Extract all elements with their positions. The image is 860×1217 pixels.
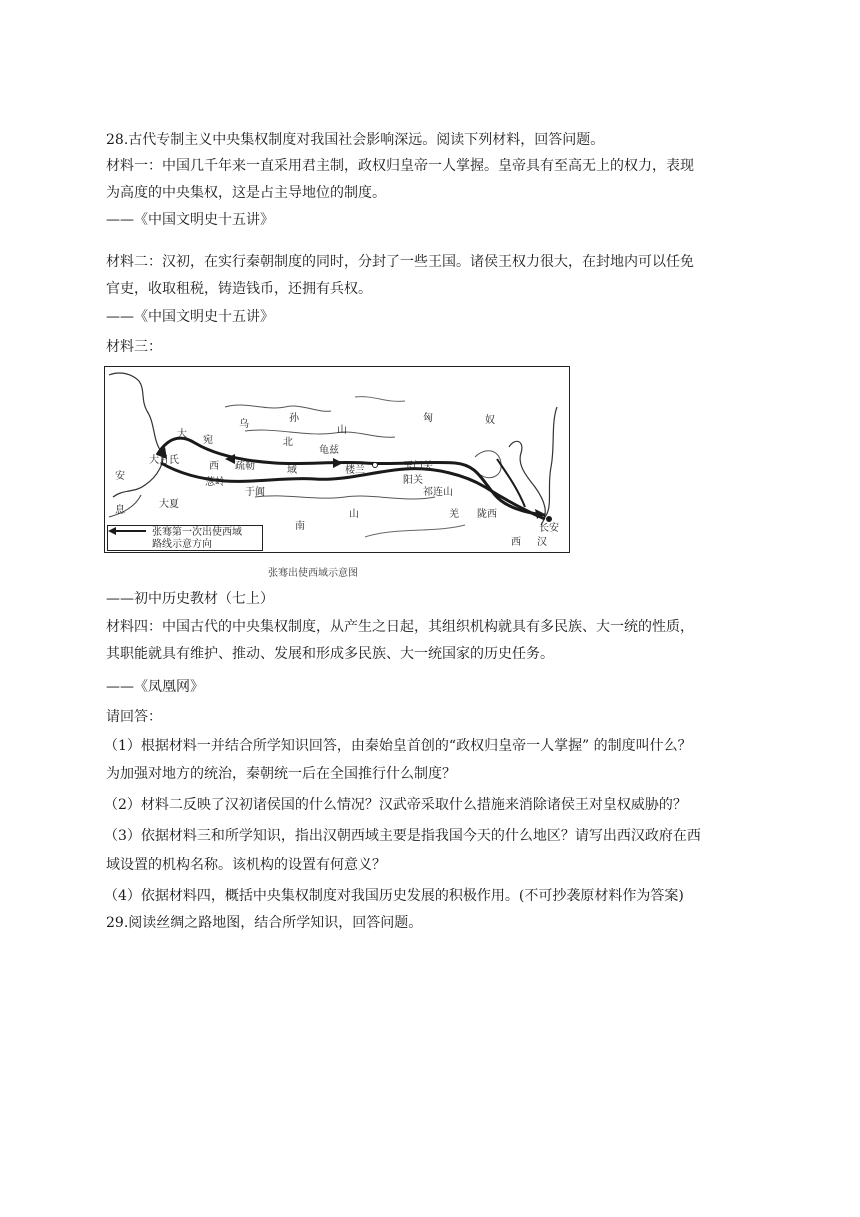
zhang-qian-route-map bbox=[104, 366, 570, 553]
map-label-qilianshan: 祁连山 bbox=[423, 487, 453, 498]
sub-question-3-line-1: （3）依据材料三和所学知识，指出汉朝西域主要是指我国今天的什么地区？请写出西汉政府在西 bbox=[104, 828, 701, 844]
map-label-xiongnu-2: 奴 bbox=[485, 415, 495, 426]
material-3-source: ——初中历史教材（七上） bbox=[106, 591, 274, 607]
coast-segment bbox=[109, 495, 141, 517]
map-label-sun: 孙 bbox=[289, 413, 299, 424]
map-label-dawan-2: 宛 bbox=[203, 435, 213, 446]
map-legend bbox=[107, 525, 263, 551]
map-label-yutian: 于阗 bbox=[245, 487, 265, 498]
map-label-qiang: 羌 bbox=[449, 509, 459, 520]
material-1-source: ——《中国文明史十五讲》 bbox=[106, 212, 274, 228]
map-label-an: 安 bbox=[115, 471, 125, 482]
map-label-yangguan: 阳关 bbox=[403, 475, 423, 486]
map-label-xihan-2: 汉 bbox=[537, 537, 547, 548]
changan-marker bbox=[546, 516, 552, 522]
map-label-dawan-1: 大 bbox=[177, 429, 187, 440]
map-label-dayuezhi: 大月氏 bbox=[149, 455, 179, 466]
map-label-shan-2: 山 bbox=[349, 509, 359, 520]
mountain-line bbox=[245, 430, 395, 437]
material-2-line-2: 官吏，收取租税，铸造钱币，还拥有兵权。 bbox=[106, 281, 372, 297]
mountain-line bbox=[355, 397, 405, 402]
sub-question-3-line-2: 域设置的机构名称。该机构的设置有何意义？ bbox=[106, 857, 386, 873]
legend-line-2: 路线示意方向 bbox=[152, 539, 212, 550]
river-line bbox=[365, 525, 465, 537]
map-label-shan-1: 山 bbox=[337, 425, 347, 436]
map-label-longxi: 陇西 bbox=[477, 509, 497, 520]
sub-question-4: （4）依据材料四，概括中央集权制度对我国历史发展的积极作用。(不可抄袭原材料作为答案) bbox=[104, 888, 684, 904]
material-3-label: 材料三： bbox=[106, 339, 162, 355]
map-label-nan: 南 bbox=[295, 521, 305, 532]
map-label-congling: 葱岭 bbox=[205, 477, 225, 488]
answer-prompt: 请回答： bbox=[106, 709, 162, 725]
map-label-xi: 息 bbox=[115, 505, 125, 516]
legend-arrow-icon bbox=[108, 526, 146, 536]
route-arrow bbox=[333, 458, 343, 468]
map-label-shule: 疏勒 bbox=[235, 461, 255, 472]
material-1-line-2: 为高度的中央集权，这是占主导地位的制度。 bbox=[106, 185, 386, 201]
map-label-daxia: 大夏 bbox=[159, 499, 179, 510]
question-28-intro: 28.古代专制主义中央集权制度对我国社会影响深远。阅读下列材料，回答问题。 bbox=[106, 132, 605, 148]
map-label-xi-2: 西 bbox=[209, 461, 219, 472]
sub-question-2: （2）材料二反映了汉初诸侯国的什么情况？汉武帝采取什么措施来消除诸侯王对皇权威胁的？ bbox=[104, 797, 687, 813]
mountain-line bbox=[255, 496, 435, 499]
map-caption: 张骞出使西域示意图 bbox=[268, 568, 358, 579]
sub-question-1-line-1: （1）根据材料一并结合所学知识回答，由秦始皇首创的“政权归皇帝一人掌握” 的制度叫什么？ bbox=[104, 738, 692, 754]
map-label-qiuci: 龟兹 bbox=[319, 445, 339, 456]
material-4-line-1: 材料四：中国古代的中央集权制度，从产生之日起，其组织机构就具有多民族、大一统的性质， bbox=[106, 619, 694, 635]
mountain-line bbox=[225, 405, 331, 411]
question-29-intro: 29.阅读丝绸之路地图，结合所学知识，回答问题。 bbox=[106, 915, 423, 931]
map-label-bei: 北 bbox=[283, 437, 293, 448]
map-legend-text bbox=[152, 527, 242, 551]
material-4-line-2: 其职能就具有维护、推动、发展和形成多民族、大一统国家的历史任务。 bbox=[106, 646, 554, 662]
material-2-source: ——《中国文明史十五讲》 bbox=[106, 309, 274, 325]
map-label-yu: 域 bbox=[287, 465, 297, 476]
map-label-xiongnu-1: 匈 bbox=[423, 413, 433, 424]
map-label-loulan: 楼兰 bbox=[345, 465, 365, 476]
map-label-wu: 乌 bbox=[239, 419, 249, 430]
map-label-yumenguan: 玉门关 bbox=[403, 461, 433, 472]
material-2-line-1: 材料二：汉初，在实行秦朝制度的同时，分封了一些王国。诸侯王权力很大，在封地内可以任免 bbox=[106, 254, 694, 270]
material-4-source: ——《凤凰网》 bbox=[106, 679, 204, 695]
map-label-changan: 长安 bbox=[539, 523, 559, 534]
map-label-xihan-1: 西 bbox=[511, 537, 521, 548]
coastline bbox=[545, 407, 557, 517]
sub-question-1-line-2: 为加强对地方的统治，秦朝统一后在全国推行什么制度？ bbox=[106, 766, 456, 782]
material-1-line-1: 材料一：中国几千年来一直采用君主制，政权归皇帝一人掌握。皇帝具有至高无上的权力，表现 bbox=[106, 158, 694, 174]
loulan-marker bbox=[373, 463, 378, 468]
legend-line-1: 张骞第一次出使西域 bbox=[152, 527, 242, 538]
